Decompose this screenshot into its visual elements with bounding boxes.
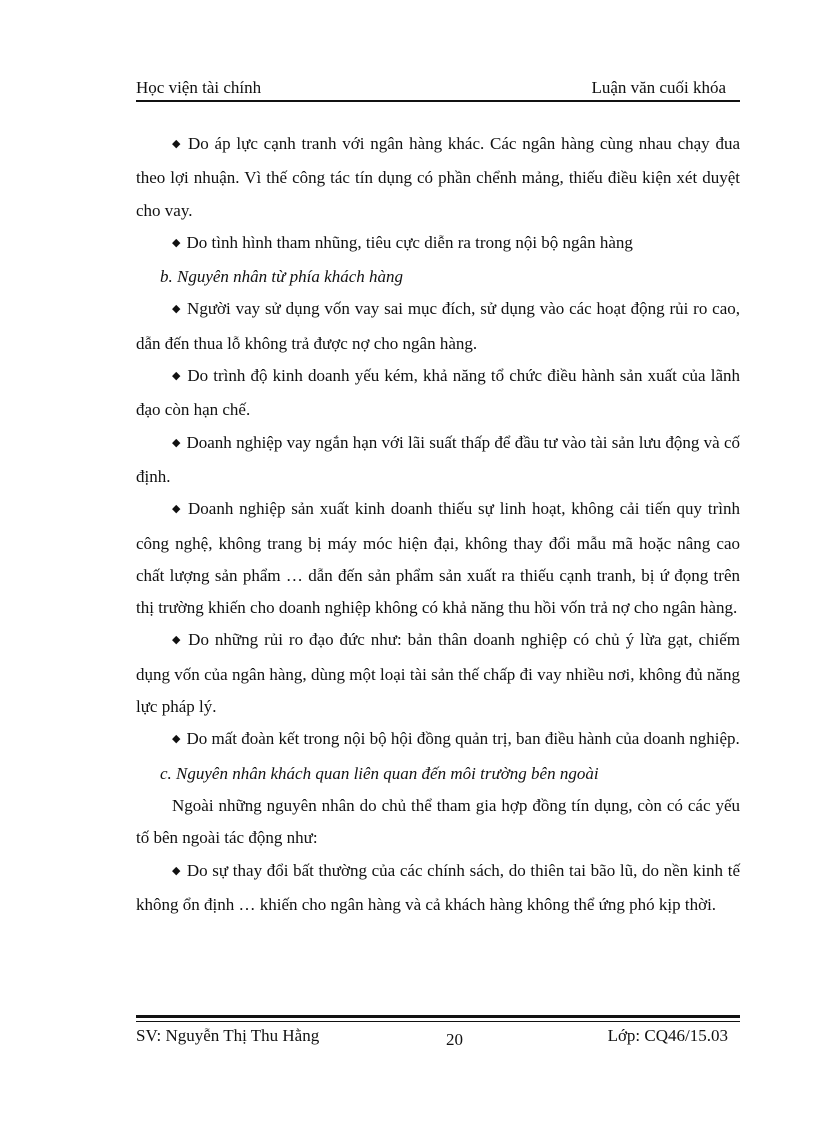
paragraph: ◆ Do sự thay đổi bất thường của các chính sách, do thiên tai bão lũ, do nền kinh tế không ổn định … khiến cho ngân hàng và cả khách hàng không thể ứng phó kịp thời. [136, 855, 740, 922]
paragraph: ◆ Do mất đoàn kết trong nội bộ hội đồng quản trị, ban điều hành của doanh nghiệp. [136, 723, 740, 757]
paragraph: ◆ Người vay sử dụng vốn vay sai mục đích, sử dụng vào các hoạt động rủi ro cao, dẫn đến thua lỗ không trả được nợ cho ngân hàng. [136, 293, 740, 360]
footer-rule-thin [136, 1021, 740, 1022]
paragraph: ◆ Do áp lực cạnh tranh với ngân hàng khác. Các ngân hàng cùng nhau chạy đua theo lợi nhuận. Vì thế công tác tín dụng có phần chểnh mảng, thiếu điều kiện xét duyệt cho vay. [136, 128, 740, 227]
paragraph: ◆ Do những rủi ro đạo đức như: bản thân doanh nghiệp có chủ ý lừa gạt, chiếm dụng vốn của ngân hàng, dùng một loại tài sản thế chấp đi vay nhiều nơi, không đủ năng lực pháp lý. [136, 624, 740, 723]
section-heading-b: b. Nguyên nhân từ phía khách hàng [160, 267, 403, 287]
header-rule [136, 100, 740, 102]
page-body [136, 128, 740, 921]
paragraph: ◆ Do trình độ kinh doanh yếu kém, khả năng tổ chức điều hành sản xuất của lãnh đạo còn hạn chế. [136, 360, 740, 427]
footer-class: Lớp: CQ46/15.03 [607, 1026, 728, 1045]
section-heading-c: c. Nguyên nhân khách quan liên quan đến môi trường bên ngoài [160, 763, 599, 783]
paragraph: ◆ Doanh nghiệp vay ngắn hạn với lãi suất thấp để đầu tư vào tài sản lưu động và cố định. [136, 427, 740, 494]
header-institution: Học viện tài chính [136, 78, 262, 97]
paragraph: ◆ Do tình hình tham nhũng, tiêu cực diễn ra trong nội bộ ngân hàng [136, 227, 740, 261]
footer-rule-thick [136, 1015, 740, 1018]
page-header [136, 78, 740, 102]
page-footer [136, 1026, 740, 1050]
paragraph: Ngoài những nguyên nhân do chủ thể tham gia hợp đồng tín dụng, còn có các yếu tố bên ngoài tác động như: [136, 795, 740, 848]
header-doc-type: Luận văn cuối khóa [591, 78, 726, 97]
paragraph: ◆ Doanh nghiệp sản xuất kinh doanh thiếu sự linh hoạt, không cải tiến quy trình công nghệ, không trang bị máy móc hiện đại, không thay đổi mẫu mã hoặc nâng cao chất lượng sản phẩm … dẫn đến sản phẩm sản xuất ra thiếu cạnh tranh, bị ứ đọng trên thị trường khiến cho doanh nghiệp không có khả năng thu hồi vốn trả nợ cho ngân hàng. [136, 493, 740, 624]
page-number: 20 [446, 1030, 463, 1049]
footer-student: SV: Nguyễn Thị Thu Hằng [136, 1026, 320, 1045]
